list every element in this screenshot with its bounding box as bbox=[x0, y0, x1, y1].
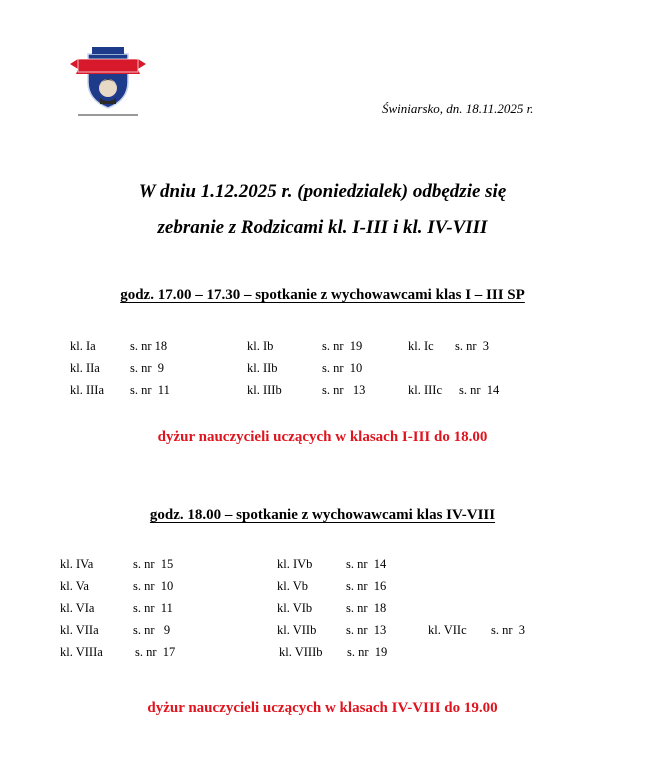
class-label: kl. Va bbox=[60, 579, 89, 593]
room-label: s. nr 18 bbox=[130, 339, 168, 353]
class-label: kl. Ia bbox=[70, 339, 96, 353]
room-label: s. nr 3 bbox=[491, 623, 526, 637]
heading-line-1: W dniu 1.12.2025 r. (poniedzialek) odbędzie się bbox=[138, 181, 507, 202]
class-label: kl. IIIc bbox=[408, 383, 443, 397]
room-label: s. nr 15 bbox=[133, 557, 174, 571]
class-label: kl. VIIb bbox=[277, 623, 317, 637]
section1-title: godz. 17.00 – 17.30 – spotkanie z wychowawcami klas I – III SP bbox=[120, 287, 525, 303]
room-label: s. nr 13 bbox=[322, 383, 366, 397]
class-label: kl. VIIIb bbox=[279, 645, 323, 659]
class-label: kl. VIa bbox=[60, 601, 95, 615]
class-label: kl. VIIa bbox=[60, 623, 99, 637]
class-label: kl. Vb bbox=[277, 579, 309, 593]
room-label: s. nr 16 bbox=[346, 579, 387, 593]
section2-duty-note: dyżur nauczycieli uczących w klasach IV-VIII do 19.00 bbox=[147, 700, 498, 716]
class-label: kl. IIIa bbox=[70, 383, 105, 397]
section1-duty-note: dyżur nauczycieli uczących w klasach I-III do 18.00 bbox=[157, 429, 488, 445]
room-label: s. nr 11 bbox=[133, 601, 173, 615]
class-label: kl. Ic bbox=[408, 339, 434, 353]
class-label: kl. VIIc bbox=[428, 623, 467, 637]
class-label: kl. VIb bbox=[277, 601, 313, 615]
room-label: s. nr 9 bbox=[133, 623, 171, 637]
class-label: kl. VIIIa bbox=[60, 645, 103, 659]
class-label: kl. IIb bbox=[247, 361, 278, 375]
class-label: kl. IVb bbox=[277, 557, 313, 571]
class-label: kl. IIa bbox=[70, 361, 100, 375]
section2-title: godz. 18.00 – spotkanie z wychowawcami klas IV-VIII bbox=[149, 507, 496, 523]
room-label: s. nr 14 bbox=[459, 383, 500, 397]
school-logo bbox=[64, 42, 152, 120]
room-label: s. nr 10 bbox=[133, 579, 174, 593]
room-label: s. nr 13 bbox=[346, 623, 387, 637]
room-label: s. nr 19 bbox=[322, 339, 363, 353]
room-label: s. nr 9 bbox=[130, 361, 165, 375]
class-label: kl. Ib bbox=[247, 339, 274, 353]
date-line: Świniarsko, dn. 18.11.2025 r. bbox=[382, 101, 534, 116]
class-label: kl. IIIb bbox=[247, 383, 282, 397]
room-label: s. nr 19 bbox=[347, 645, 388, 659]
room-label: s. nr 14 bbox=[346, 557, 387, 571]
room-label: s. nr 17 bbox=[135, 645, 176, 659]
heading-line-2: zebranie z Rodzicami kl. I-III i kl. IV-VIII bbox=[157, 217, 488, 238]
room-label: s. nr 11 bbox=[130, 383, 170, 397]
room-label: s. nr 10 bbox=[322, 361, 363, 375]
class-label: kl. IVa bbox=[60, 557, 94, 571]
room-label: s. nr 18 bbox=[346, 601, 387, 615]
room-label: s. nr 3 bbox=[455, 339, 490, 353]
